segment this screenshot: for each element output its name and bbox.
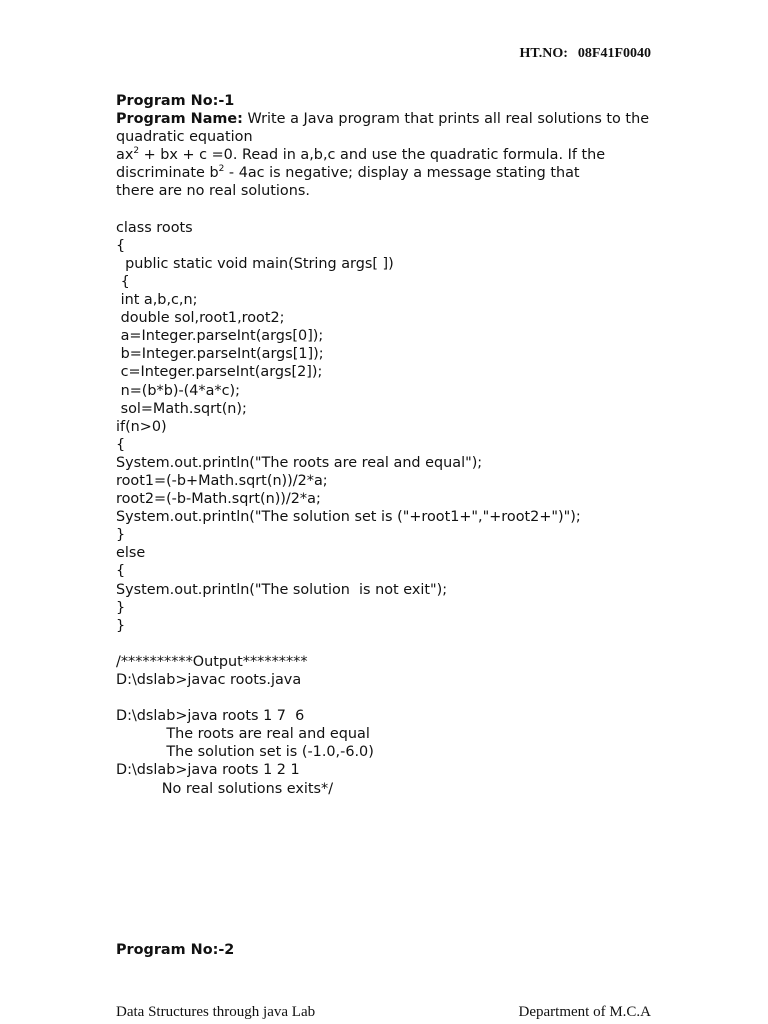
output-line: No real solutions exits*/ bbox=[116, 780, 334, 797]
code-line: { bbox=[116, 563, 126, 580]
code-line: sol=Math.sqrt(n); bbox=[116, 400, 247, 417]
code-line: } bbox=[116, 527, 126, 544]
program-description bbox=[116, 110, 656, 146]
footer-lab-name: Data Structures through java Lab bbox=[116, 1004, 316, 1020]
discriminant-line: discriminate $b^2 - 4ac$ is negative; display a message stating that bbox=[116, 164, 580, 182]
ht-number bbox=[520, 46, 651, 62]
code-block bbox=[116, 219, 656, 635]
code-line: class roots bbox=[116, 219, 193, 236]
output-line: D:\dslab>java roots 1 2 1 bbox=[116, 762, 300, 779]
footer-department: Department of M.C.A bbox=[518, 1004, 651, 1020]
code-line: else bbox=[116, 545, 146, 562]
equation-line: $ax^2$ + bx + c =0. Read in a,b,c and use the quadratic formula. If the bbox=[116, 146, 606, 164]
ht-value: 08F41F0040 bbox=[577, 46, 651, 61]
code-line: a=Integer.parseInt(args[0]); bbox=[116, 328, 324, 345]
program-description-text: Write a Java program that prints all real solutions to the quadratic equation bbox=[116, 111, 650, 146]
output-line: D:\dslab>java roots 1 7 6 bbox=[116, 708, 305, 725]
output-line: The solution set is (-1.0,-6.0) bbox=[116, 744, 374, 761]
code-line: n=(b*b)-(4*a*c); bbox=[116, 382, 240, 399]
code-line: { bbox=[116, 273, 130, 290]
code-line: root1=(-b+Math.sqrt(n))/2*a; bbox=[116, 472, 328, 489]
code-line: { bbox=[116, 436, 126, 453]
code-line: { bbox=[116, 237, 126, 254]
code-line: } bbox=[116, 599, 126, 616]
output-line: The roots are real and equal bbox=[116, 726, 370, 743]
spacer bbox=[116, 635, 656, 653]
program-2-heading: Program No:-2 bbox=[116, 942, 235, 958]
code-line: } bbox=[116, 617, 126, 634]
ht-label: HT.NO: bbox=[519, 46, 568, 61]
code-line: if(n>0) bbox=[116, 418, 167, 435]
output-line bbox=[116, 689, 656, 707]
code-line: System.out.println("The solution is not exit"); bbox=[116, 581, 448, 598]
code-line: c=Integer.parseInt(args[2]); bbox=[116, 364, 323, 381]
description-last-line: there are no real solutions. bbox=[116, 183, 310, 200]
output-line: /**********Output********* bbox=[116, 653, 308, 670]
code-line: int a,b,c,n; bbox=[116, 292, 198, 309]
code-line: b=Integer.parseInt(args[1]); bbox=[116, 346, 324, 363]
code-line: root2=(-b-Math.sqrt(n))/2*a; bbox=[116, 491, 321, 508]
output-block bbox=[116, 653, 656, 798]
output-line: D:\dslab>javac roots.java bbox=[116, 672, 302, 688]
document-body bbox=[116, 92, 656, 798]
code-line: double sol,root1,root2; bbox=[116, 310, 285, 327]
code-line: System.out.println("The roots are real and equal"); bbox=[116, 454, 483, 471]
code-line: public static void main(String args[ ]) bbox=[116, 255, 394, 272]
program-number: Program No:-1 bbox=[116, 93, 235, 109]
code-line: System.out.println("The solution set is ("+root1+","+root2+")"); bbox=[116, 509, 581, 526]
spacer bbox=[116, 201, 656, 219]
program-name-label: Program Name: bbox=[116, 111, 243, 128]
